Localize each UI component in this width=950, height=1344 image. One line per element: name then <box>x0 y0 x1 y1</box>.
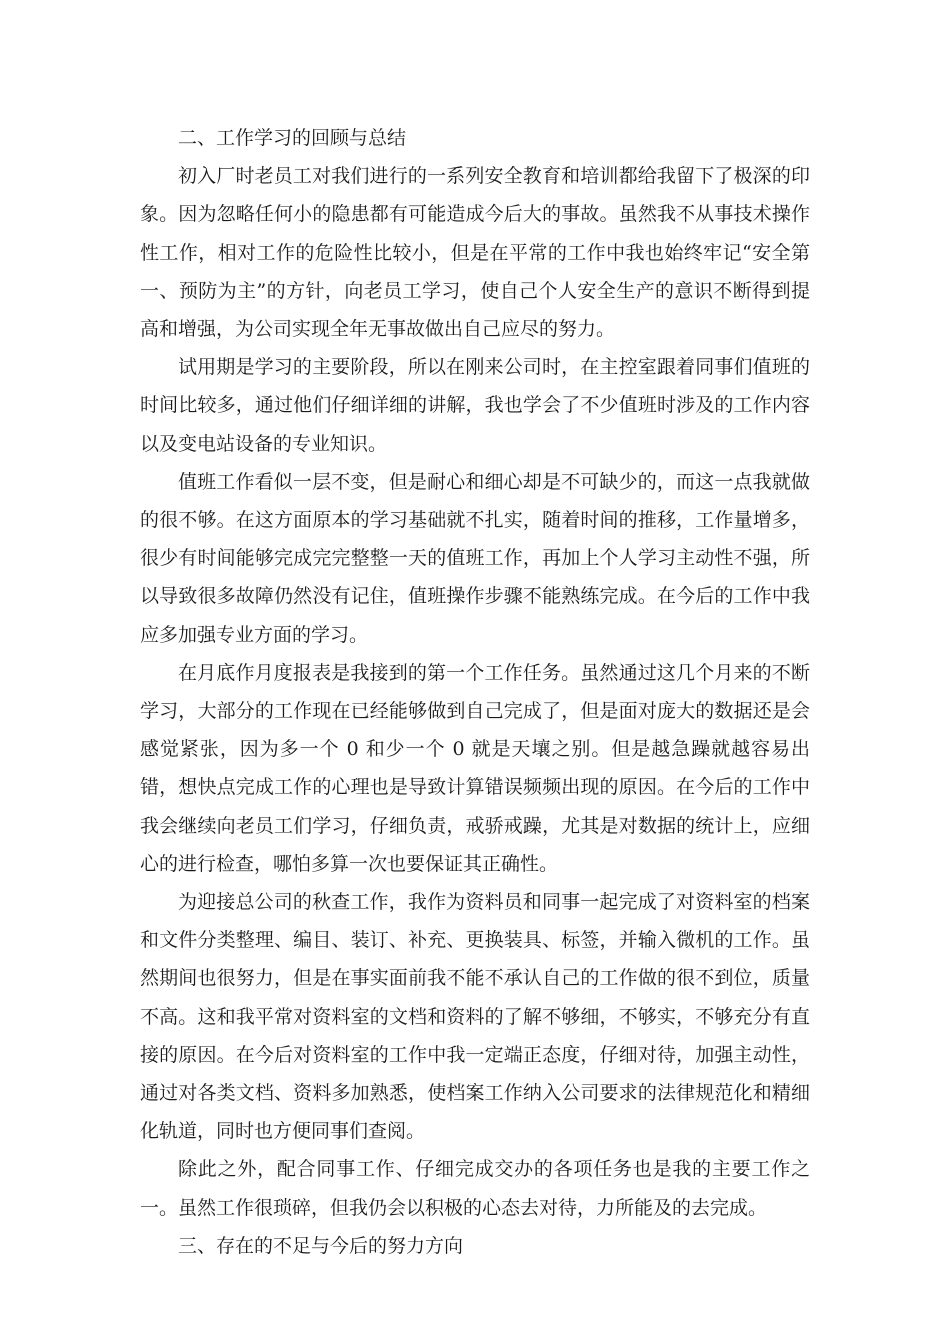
section-heading-3: 三、存在的不足与今后的努力方向 <box>178 1234 464 1257</box>
paragraph-probation-study: 试用期是学习的主要阶段，所以在刚来公司时，在主控室跟着同事们值班的时间比较多，通过他们仔细详细的讲解，我也学会了不少值班时涉及的工作内容以及变电站设备的专业知识。 <box>140 356 810 455</box>
paragraph-monthly-report: 在月底作月度报表是我接到的第一个工作任务。虽然通过这几个月来的不断学习，大部分的工作现在已经能够做到自己完成了，但是面对庞大的数据还是会感觉紧张，因为多一个 0 和少一个 0 就是天壤之别。但是越急躁就越容易出错，想快点完成工作的心理也是导致计算错误频频出现的原因。在今后的工作中我会继续向老员工们学习，仔细负责，戒骄戒躁，尤其是对数据的统计上，应细心的进行检查，哪怕多算一次也要保证其正确性。 <box>140 661 810 875</box>
paragraph-duty-work: 值班工作看似一层不变，但是耐心和细心却是不可缺少的，而这一点我就做的很不够。在这方面原本的学习基础就不扎实，随着时间的推移，工作量增多，很少有时间能够完成完完整整一天的值班工作，再加上个人学习主动性不强，所以导致很多故障仍然没有记住，值班操作步骤不能熟练完成。在今后的工作中我应多加强专业方面的学习。 <box>140 470 810 646</box>
paragraph-safety-training: 初入厂时老员工对我们进行的一系列安全教育和培训都给我留下了极深的印象。因为忽略任何小的隐患都有可能造成今后大的事故。虽然我不从事技术操作性工作，相对工作的危险性比较小，但是在平常的工作中我也始终牢记“安全第一、预防为主”的方针，向老员工学习，使自己个人安全生产的意识不断得到提高和增强，为公司实现全年无事故做出自己应尽的努力。 <box>140 165 810 341</box>
section-heading-2: 二、工作学习的回顾与总结 <box>178 127 407 149</box>
paragraph-other-tasks: 除此之外，配合同事工作、仔细完成交办的各项任务也是我的主要工作之一。虽然工作很琐碎，但我仍会以积极的心态去对待，力所能及的去完成。 <box>140 1158 810 1219</box>
paragraph-archive-work: 为迎接总公司的秋查工作，我作为资料员和同事一起完成了对资料室的档案和文件分类整理、编目、装订、补充、更换装具、标签，并输入微机的工作。虽然期间也很努力，但是在事实面前我不能不承认自己的工作做的很不到位，质量不高。这和我平常对资料室的文档和资料的了解不够细，不够实，不够充分有直接的原因。在今后对资料室的工作中我一定端正态度，仔细对待，加强主动性，通过对各类文档、资料多加熟悉，使档案工作纳入公司要求的法律规范化和精细化轨道，同时也方便同事们查阅。 <box>140 891 810 1143</box>
document-body <box>140 119 810 1265</box>
